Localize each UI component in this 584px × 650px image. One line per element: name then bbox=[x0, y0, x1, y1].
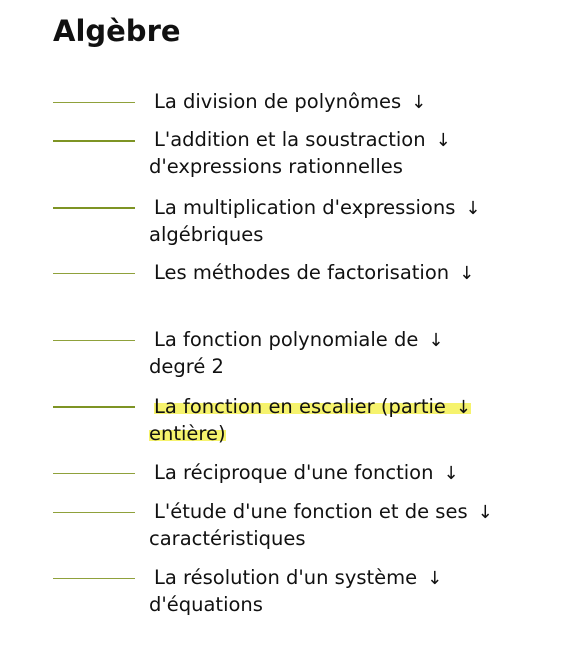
arrow-down-icon[interactable]: ↓ bbox=[459, 263, 475, 284]
toc-divider-line bbox=[53, 578, 135, 579]
toc-divider-line bbox=[53, 340, 135, 341]
toc-item-label: La réciproque d'une fonction ↓ bbox=[149, 459, 459, 486]
toc-divider-line bbox=[53, 406, 135, 408]
toc-item-label bbox=[149, 393, 471, 447]
arrow-down-icon[interactable]: ↓ bbox=[443, 463, 459, 484]
arrow-down-icon[interactable]: ↓ bbox=[477, 502, 493, 523]
page-title: Algèbre bbox=[53, 14, 181, 48]
toc-item-label: L'addition et la soustraction ↓ d'expressions rationnelles bbox=[149, 128, 451, 178]
toc-divider-line bbox=[53, 273, 135, 274]
toc-divider-line bbox=[53, 207, 135, 209]
highlight-mark: entière) bbox=[149, 422, 226, 445]
arrow-down-icon[interactable]: ↓ bbox=[428, 330, 444, 351]
toc-item-label: Les méthodes de factorisation ↓ bbox=[149, 259, 474, 286]
arrow-down-icon[interactable]: ↓ bbox=[427, 568, 443, 589]
toc-divider-line bbox=[53, 512, 135, 513]
arrow-down-icon[interactable]: ↓ bbox=[455, 397, 471, 418]
arrow-down-icon[interactable]: ↓ bbox=[465, 198, 481, 219]
toc-item-label: La fonction polynomiale de ↓ degré 2 bbox=[149, 328, 444, 378]
toc-item-label: La multiplication d'expressions ↓ algébriques bbox=[149, 196, 481, 246]
toc-divider-line bbox=[53, 140, 135, 142]
toc-divider-line bbox=[53, 473, 135, 474]
toc-item-label: La division de polynômes ↓ bbox=[149, 88, 426, 115]
highlight-mark: La fonction en escalier (partie ↓ bbox=[154, 395, 471, 418]
arrow-down-icon[interactable]: ↓ bbox=[411, 92, 427, 113]
toc-item-label: L'étude d'une fonction et de ses ↓ caractéristiques bbox=[149, 500, 493, 550]
toc-divider-line bbox=[53, 102, 135, 103]
arrow-down-icon[interactable]: ↓ bbox=[435, 130, 451, 151]
toc-item-label: La résolution d'un système ↓ d'équations bbox=[149, 566, 443, 616]
